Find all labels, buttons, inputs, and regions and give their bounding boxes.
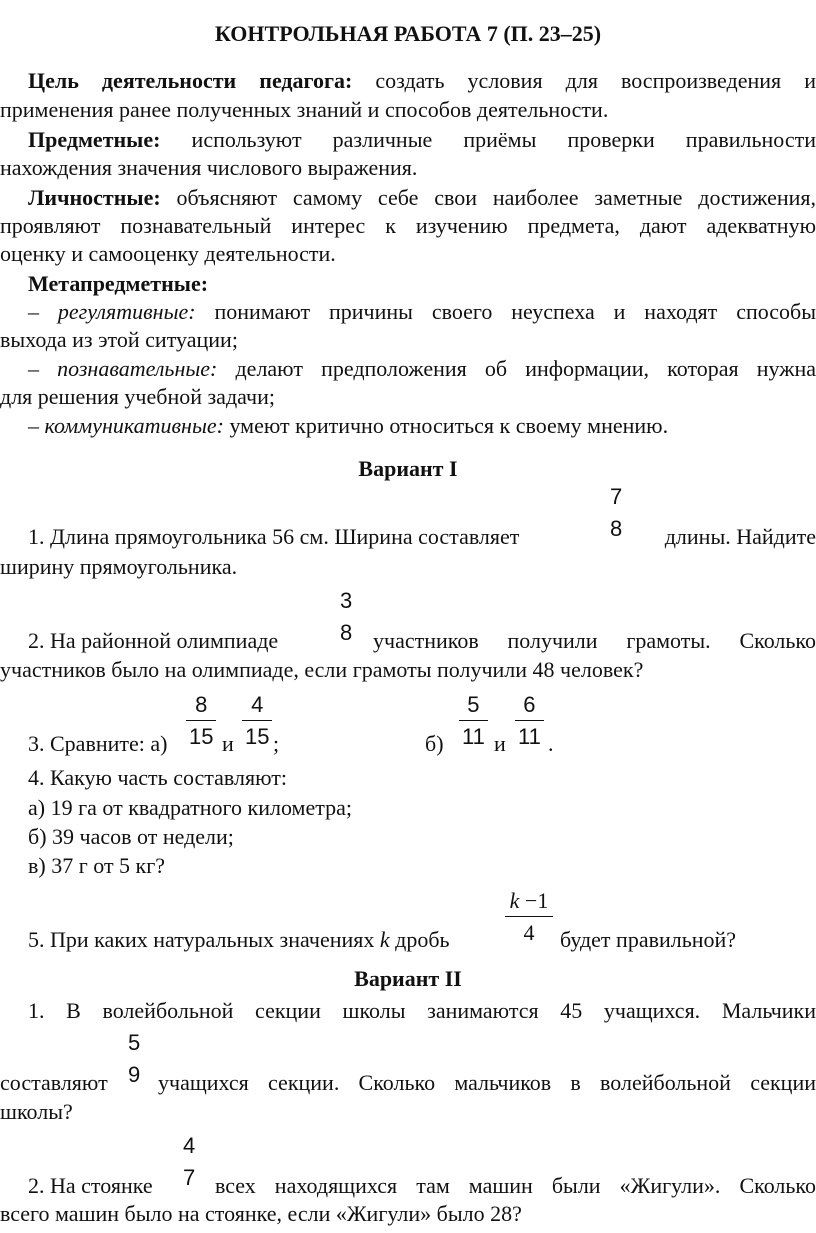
com-line [28, 412, 816, 440]
v1-task3-label-b: б) [425, 731, 444, 756]
fraction-denominator: 11 [518, 724, 541, 749]
subject-line-2: нахождения значения числового выражения. [0, 155, 418, 180]
personal-line-2: проявляют познавательный интерес к изучению предмета, дают адекватную [0, 213, 816, 238]
fraction-numerator: 5 [128, 1030, 141, 1055]
reg-line-2: выхода из этой ситуации; [0, 327, 238, 352]
subject-label: Предметные: [28, 127, 161, 152]
cog-dash: – [28, 356, 39, 381]
v1-task4-a: а) 19 га от квадратного километра; [28, 795, 352, 820]
v1-task5-text-a: 5. При каких натуральных значениях [28, 927, 375, 952]
subject-line-1 [28, 126, 816, 154]
v1-task2-fraction [337, 588, 355, 646]
meta-label: Метапредметные: [28, 271, 209, 296]
fraction-bar [186, 720, 216, 721]
goal-text-1: создать условия для воспроизведения и [375, 68, 816, 93]
v1-task2-line-2: участников было на олимпиаде, если грамоты получили 48 человек? [0, 657, 644, 682]
v1-task3-semicolon: ; [273, 731, 280, 756]
personal-label: Личностные: [28, 185, 161, 210]
cog-text-1: делают предположения об информации, которая нужна [235, 356, 816, 381]
v1-task5-text-b: дробь [395, 927, 450, 952]
v2-task1-fraction [125, 1030, 143, 1088]
cog-line-2: для решения учебной задачи; [0, 384, 275, 409]
v1-task3-b-fraction-1 [459, 692, 488, 750]
fraction-bar [242, 720, 272, 721]
v1-task5-fraction [505, 888, 553, 946]
reg-dash: – [28, 299, 39, 324]
reg-line-1 [28, 298, 816, 326]
goal-label: Цель деятельности педагога: [28, 68, 353, 93]
fraction-numerator [507, 888, 552, 914]
fraction-numerator: 6 [523, 692, 536, 717]
variant2-heading: Вариант II [354, 966, 462, 991]
cog-label: познавательные: [57, 356, 218, 381]
fraction-denominator: 7 [183, 1165, 196, 1190]
fraction-numerator: 8 [195, 692, 208, 717]
variant1-heading: Вариант I [358, 456, 458, 481]
fraction-denominator: 15 [245, 724, 270, 749]
cog-line-1 [28, 355, 816, 383]
v2-task1-line-3: школы? [0, 1099, 73, 1124]
page-title: КОНТРОЛЬНАЯ РАБОТА 7 (П. 23–25) [214, 21, 602, 46]
personal-text-1: объясняют самому себе свои наиболее заметные достижения, [176, 185, 816, 210]
v1-task2-text-b: участников получили грамоты. Сколько [373, 628, 816, 653]
com-dash: – [28, 413, 39, 438]
fraction-numerator: 3 [340, 588, 353, 613]
fraction-bar [337, 616, 355, 617]
fraction-numerator: 7 [610, 484, 623, 509]
v1-task3-b-fraction-2 [515, 692, 544, 750]
v2-task2-text-b: всех находящихся там машин были «Жигули». Сколько [215, 1173, 816, 1198]
v1-task1-text-b: длины. Найдите [664, 524, 816, 549]
fraction-denominator: 9 [128, 1062, 141, 1087]
fraction-numerator: 5 [467, 692, 480, 717]
fraction-bar [515, 720, 544, 721]
v2-task2-text-a: 2. На стоянке [28, 1173, 153, 1198]
v1-task1-line-2: ширину прямоугольника. [0, 554, 238, 579]
numerator-variable: k [509, 888, 520, 913]
fraction-bar [180, 1161, 198, 1162]
reg-label: регулятивные: [57, 299, 196, 324]
v1-task1-text-a: 1. Длина прямоугольника 56 см. Ширина составляет [28, 524, 520, 549]
v1-task3-and-2: и [494, 731, 506, 756]
fraction-bar [505, 916, 553, 917]
fraction-numerator: 4 [251, 692, 264, 717]
fraction-denominator: 8 [610, 516, 623, 541]
personal-line-3: оценку и самооценку деятельности. [0, 241, 336, 266]
v1-task3-a-fraction-1 [186, 692, 216, 750]
v1-task4-question: 4. Какую часть составляют: [28, 765, 287, 790]
fraction-denominator: 11 [462, 724, 485, 749]
v1-task1-fraction [607, 484, 625, 542]
fraction-denominator: 15 [189, 724, 214, 749]
reg-text-1: понимают причины своего неуспеха и находят способы [214, 299, 816, 324]
goal-line-1 [28, 67, 816, 95]
v2-task2-fraction [180, 1133, 198, 1191]
goal-line-2: применения ранее полученных знаний и способов деятельности. [0, 97, 609, 122]
numerator-rest: −1 [519, 888, 549, 913]
v1-task3-label-a: 3. Сравните: а) [28, 731, 168, 756]
subject-text-1: используют различные приёмы проверки правильности [191, 127, 816, 152]
fraction-denominator: 4 [523, 920, 535, 945]
v1-task4-b: б) 39 часов от недели; [28, 824, 234, 849]
v2-task1-line-1: 1. В волейбольной секции школы занимаются 45 учащихся. Мальчики [28, 998, 816, 1023]
fraction-numerator: 4 [183, 1133, 196, 1158]
fraction-bar [459, 720, 488, 721]
v1-task3-and-1: и [222, 731, 234, 756]
v2-task1-text-a: составляют [0, 1070, 108, 1095]
v2-task1-text-b: учащихся секции. Сколько мальчиков в волейбольной секции [158, 1070, 816, 1095]
fraction-bar [607, 512, 625, 513]
fraction-bar [125, 1058, 143, 1059]
v1-task3-a-fraction-2 [242, 692, 272, 750]
com-text: умеют критично относиться к своему мнению. [229, 413, 669, 438]
v1-task3-period: . [548, 731, 554, 756]
v2-task2-line-2: всего машин было на стоянке, если «Жигули» было 28? [0, 1201, 522, 1226]
v1-task5-text-c: будет правильной? [560, 927, 737, 952]
personal-line-1 [28, 184, 816, 212]
v1-task5-text [28, 926, 498, 954]
com-label: коммуникативные: [44, 413, 224, 438]
v1-task4-c: в) 37 г от 5 кг? [28, 853, 166, 878]
fraction-denominator: 8 [340, 620, 353, 645]
variable-k: k [379, 927, 390, 952]
v2-placeholder-unused: 2. На районной олимпиаде [28, 628, 279, 653]
